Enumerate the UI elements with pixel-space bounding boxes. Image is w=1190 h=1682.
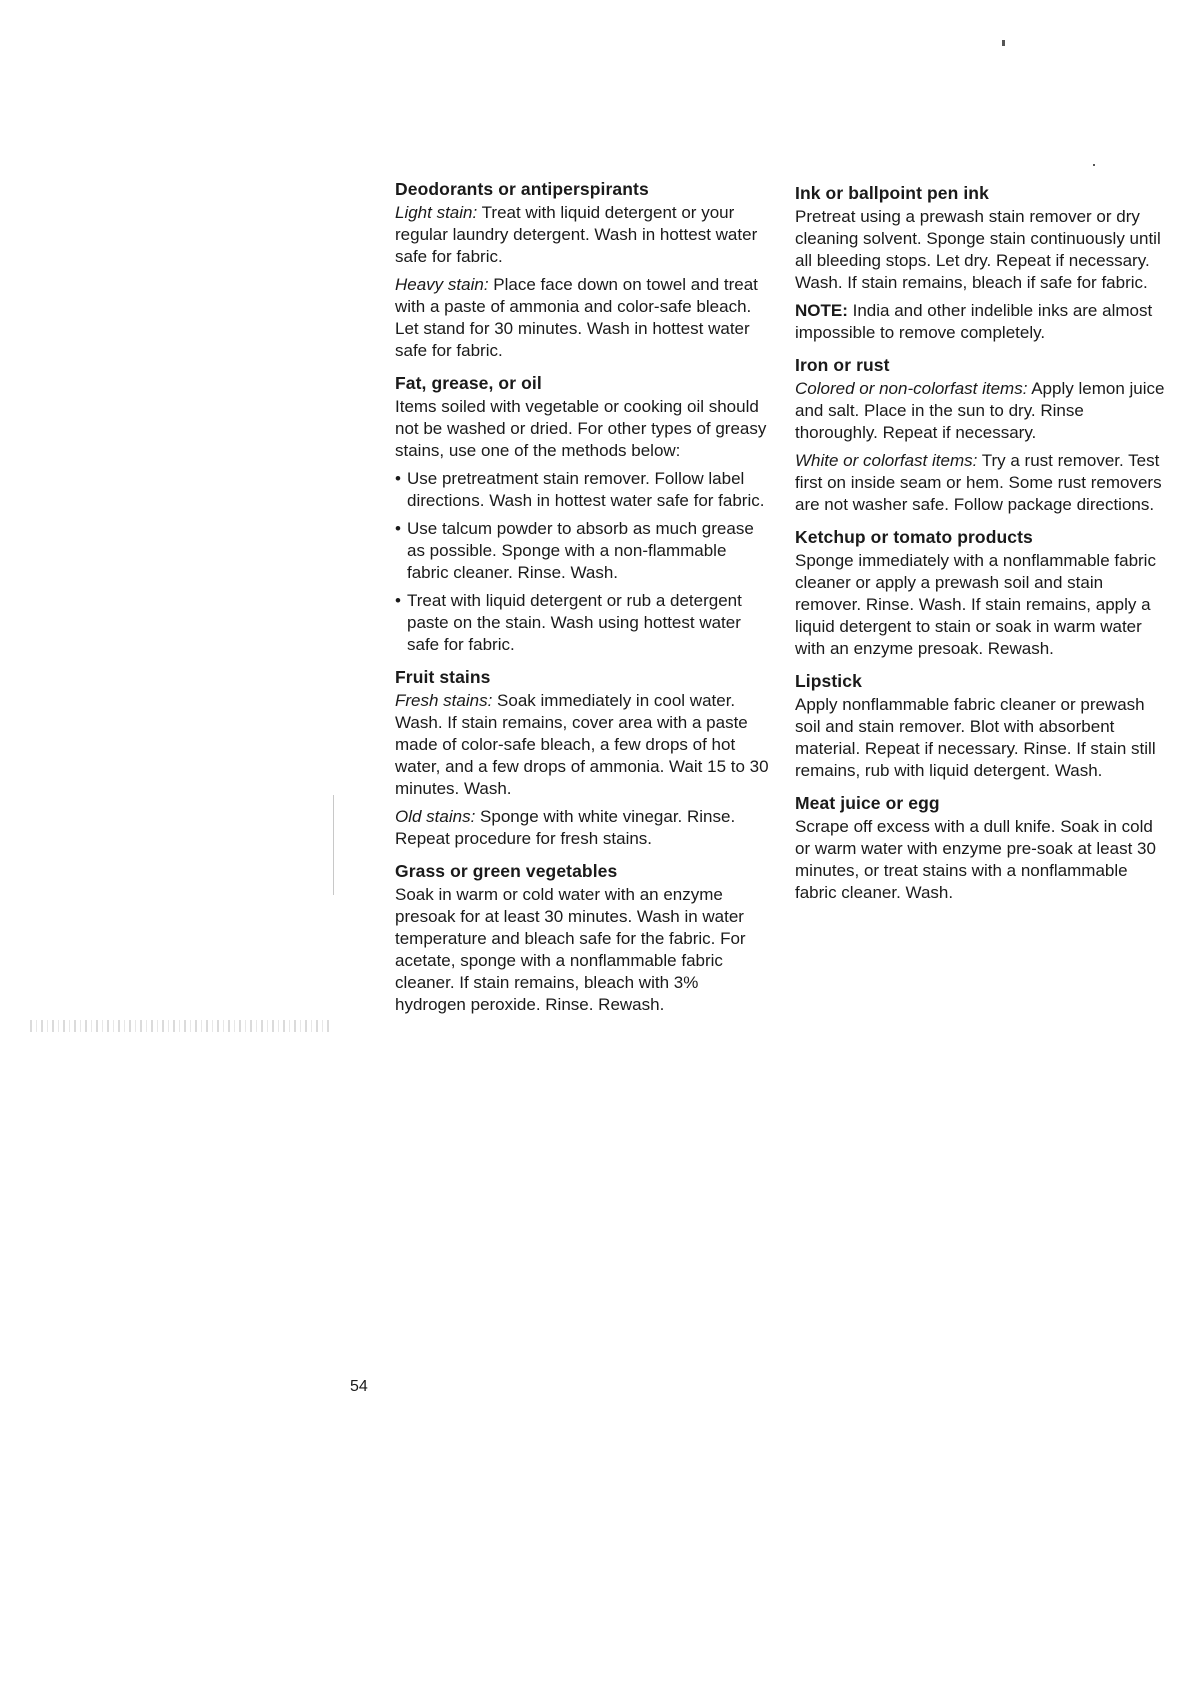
scan-speck: [1093, 164, 1095, 166]
paragraph: Apply nonflammable fabric cleaner or prewash soil and stain remover. Blot with absorbent material. Repeat if necessary. Rinse. If stain still remains, rub with liquid detergent. Wash.: [795, 695, 1156, 780]
paragraph: [395, 396, 770, 462]
list-item: • Use talcum powder to absorb as much grease as possible. Sponge with a non-flammable fabric cleaner. Rinse. Wash.: [395, 518, 770, 584]
paragraph-lead: Colored or non-colorfast items:: [795, 379, 1028, 398]
paragraph: [395, 274, 770, 362]
section-heading: Meat juice or egg: [795, 793, 940, 813]
section-heading: Deodorants or antiperspirants: [395, 179, 649, 199]
section-heading: Lipstick: [795, 671, 862, 691]
paragraph-text: Try a rust remover. Test first on inside seam or hem. Some rust removers are not washer safe. Follow package directions.: [795, 451, 1162, 514]
section-iron-rust: [795, 354, 1170, 516]
scan-speck: [1002, 40, 1005, 46]
section-heading: Ketchup or tomato products: [795, 527, 1033, 547]
section-meat-egg: [795, 792, 1170, 904]
paragraph-lead: Heavy stain:: [395, 275, 489, 294]
list-item: • Use pretreatment stain remover. Follow label directions. Wash in hottest water safe for fabric.: [395, 468, 770, 512]
paragraph: [395, 202, 770, 268]
right-column: [795, 182, 1170, 914]
paragraph-text: Soak in warm or cold water with an enzyme presoak for at least 30 minutes. Wash in water temperature and bleach safe for the fabric. For acetate, sponge with a nonflammable fabric cleaner. If stain remains, bleach with 3% hydrogen peroxide. Rinse. Rewash.: [395, 885, 746, 1014]
paragraph: [795, 450, 1170, 516]
note: [795, 300, 1170, 344]
note-text: India and other indelible inks are almost impossible to remove completely.: [795, 301, 1153, 342]
left-column: [395, 178, 770, 1026]
scan-line: [333, 795, 334, 895]
page-number: 54: [350, 1378, 368, 1395]
section-lipstick: [795, 670, 1170, 782]
scan-noise: [30, 1020, 330, 1032]
paragraph: [395, 690, 770, 800]
paragraph: Sponge immediately with a nonflammable fabric cleaner or apply a prewash soil and stain remover. Rinse. Wash. If stain remains, apply a liquid detergent to stain or soak in warm water with an enzyme presoak. Rewash.: [795, 551, 1156, 658]
section-fat-grease-oil: [395, 372, 770, 656]
paragraph-text: Sponge with white vinegar. Rinse. Repeat procedure for fresh stains.: [395, 807, 736, 848]
section-ketchup: [795, 526, 1170, 660]
section-grass: [395, 860, 770, 1016]
paragraph: [795, 378, 1170, 444]
paragraph-lead: Old stains:: [395, 807, 476, 826]
section-fruit-stains: [395, 666, 770, 850]
paragraph: [395, 806, 770, 850]
paragraph-text: Treat with liquid detergent or your regular laundry detergent. Wash in hottest water safe for fabric.: [395, 203, 758, 266]
section-deodorants: [395, 178, 770, 362]
paragraph-text: Apply lemon juice and salt. Place in the sun to dry. Rinse thoroughly. Repeat if necessary.: [795, 379, 1165, 442]
section-heading: Ink or ballpoint pen ink: [795, 183, 989, 203]
paragraph-lead: Light stain:: [395, 203, 478, 222]
paragraph-text: Soak immediately in cool water. Wash. If stain remains, cover area with a paste made of color-safe bleach, a few drops of hot water, and a few drops of ammonia. Wait 15 to 30 minutes. Wash.: [395, 691, 769, 798]
paragraph-lead: Fresh stains:: [395, 691, 493, 710]
list-item: • Treat with liquid detergent or rub a detergent paste on the stain. Wash using hottest water safe for fabric.: [395, 590, 770, 656]
section-ink: [795, 182, 1170, 344]
note-label: NOTE:: [795, 301, 848, 320]
paragraph: Pretreat using a prewash stain remover or dry cleaning solvent. Sponge stain continuously until all bleeding stops. Let dry. Repeat if necessary. Wash. If stain remains, bleach if safe for fabric.: [795, 207, 1161, 292]
paragraph-lead: White or colorfast items:: [795, 451, 978, 470]
paragraph: [395, 884, 770, 1016]
section-heading: Grass or green vegetables: [395, 861, 618, 881]
paragraph: Scrape off excess with a dull knife. Soak in cold or warm water with enzyme pre-soak at least 30 minutes, or treat stains with a nonflammable fabric cleaner. Wash.: [795, 817, 1156, 902]
section-heading: Iron or rust: [795, 355, 890, 375]
section-heading: Fat, grease, or oil: [395, 373, 542, 393]
method-list: [395, 468, 770, 656]
paragraph-text: Items soiled with vegetable or cooking oil should not be washed or dried. For other types of greasy stains, use one of the methods below:: [395, 397, 767, 460]
section-heading: Fruit stains: [395, 667, 491, 687]
paragraph-text: Place face down on towel and treat with a paste of ammonia and color-safe bleach. Let stand for 30 minutes. Wash in hottest water safe for fabric.: [395, 275, 758, 360]
